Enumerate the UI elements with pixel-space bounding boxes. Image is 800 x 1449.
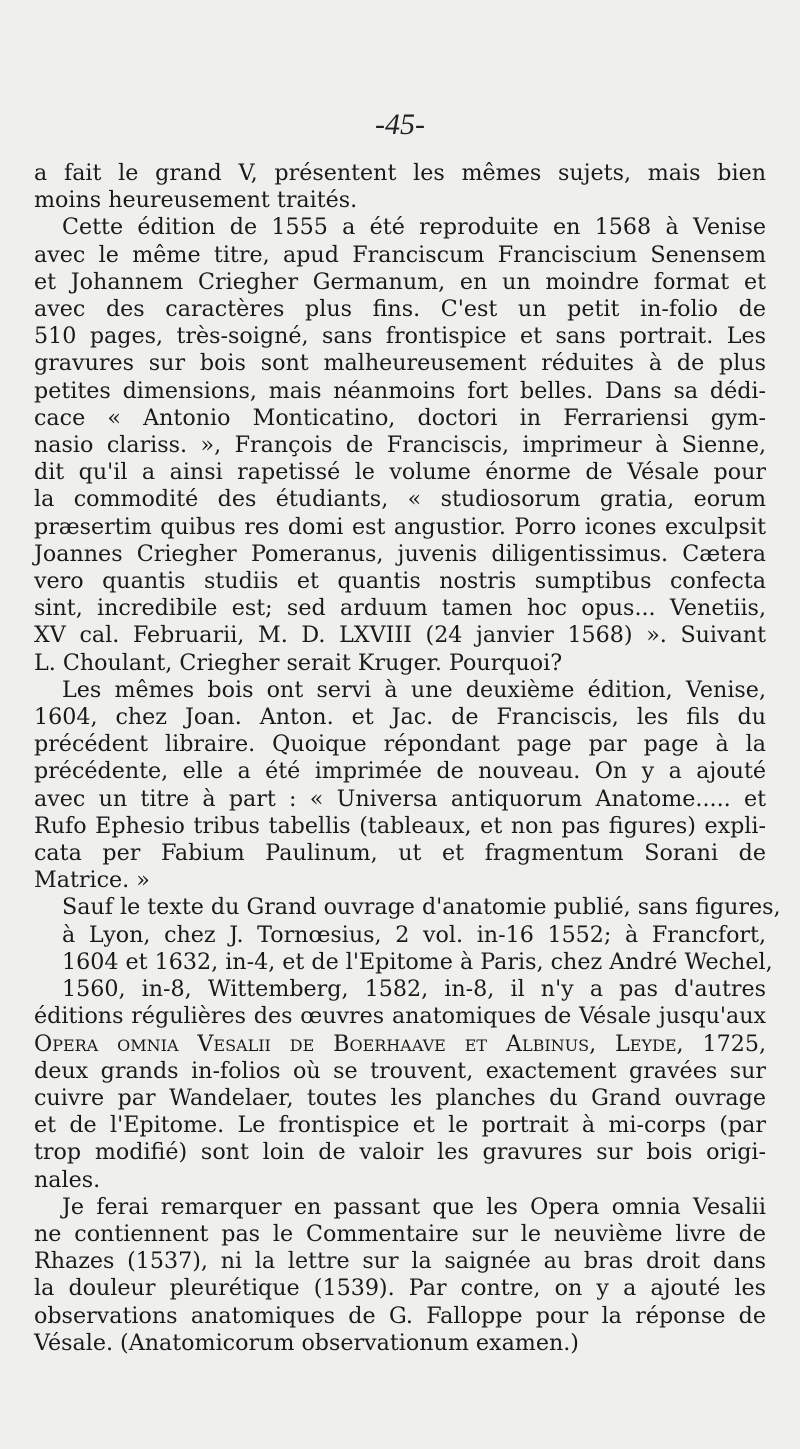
text-line: cace « Antonio Monticatino, doctori in Ferrariensi gym-	[34, 404, 766, 431]
text-line: Vésale. (Anatomicorum observationum examen.)	[34, 1329, 579, 1356]
text-line: cata per Fabium Paulinum, ut et fragmentum Sorani de	[34, 840, 766, 867]
text-line: avec un titre à part : « Universa antiquorum Anatome..... et	[34, 785, 766, 812]
text-line: cuivre par Wandelaer, toutes les planches du Grand ouvrage	[34, 1084, 766, 1111]
text-line: 1604, chez Joan. Anton. et Jac. de Franciscis, les fils du	[34, 704, 766, 731]
text-line: trop modifié) sont loin de valoir les gravures sur bois origi-	[34, 1139, 766, 1166]
text-line: observations anatomiques de G. Falloppe pour la réponse de	[34, 1302, 766, 1329]
text-line: et de l'Epitome. Le frontispice et le portrait à mi-corps (par	[34, 1112, 766, 1139]
text-line: Rufo Ephesio tribus tabellis (tableaux, et non pas figures) expli-	[34, 812, 766, 839]
text-line: Sauf le texte du Grand ouvrage d'anatomie publié, sans figures,	[62, 894, 781, 921]
text-line: précédente, elle a été imprimée de nouveau. On y a ajouté	[34, 758, 766, 785]
text-line: gravures sur bois sont malheureusement réduites à de plus	[34, 350, 766, 377]
text-line: nales.	[34, 1166, 101, 1193]
body-text	[34, 160, 781, 1357]
text-line: deux grands in-folios où se trouvent, exactement gravées sur	[34, 1057, 766, 1084]
text-line: moins heureusement traités.	[34, 187, 358, 214]
text-line: Rhazes (1537), ni la lettre sur la saignée au bras droit dans	[34, 1248, 766, 1275]
text-line: et Johannem Criegher Germanum, en un moindre format et	[34, 268, 766, 295]
text-line: 1604 et 1632, in-4, et de l'Epitome à Paris, chez André Wechel,	[62, 948, 773, 975]
text-line: L. Choulant, Criegher serait Kruger. Pourquoi?	[34, 649, 563, 676]
text-line: nasio clariss. », François de Franciscis, imprimeur à Sienne,	[34, 432, 766, 459]
text-line: avec des caractères plus fins. C'est un petit in-folio de	[34, 296, 766, 323]
text-line: la douleur pleurétique (1539). Par contre, on y a ajouté les	[34, 1275, 766, 1302]
text-line: dit qu'il a ainsi rapetissé le volume énorme de Vésale pour	[34, 459, 766, 486]
text-line: 510 pages, très-soigné, sans frontispice et sans portrait. Les	[34, 323, 766, 350]
text-line: Opera omnia Vesalii de Boerhaave et Albinus, Leyde, 1725,	[34, 1030, 766, 1057]
text-line: éditions régulières des œuvres anatomiques de Vésale jusqu'aux	[34, 1003, 766, 1030]
text-line: a fait le grand V, présentent les mêmes sujets, mais bien	[34, 160, 766, 186]
text-line: à Lyon, chez J. Tornœsius, 2 vol. in-16 1552; à Francfort,	[62, 921, 766, 948]
text-line: avec le même titre, apud Franciscum Franciscium Senensem	[34, 241, 766, 268]
text-line: ne contiennent pas le Commentaire sur le neuvième livre de	[34, 1220, 766, 1247]
text-line: Cette édition de 1555 a été reproduite en 1568 à Venise	[62, 214, 766, 241]
text-line: præsertim quibus res domi est angustior. Porro icones exculpsit	[34, 513, 766, 540]
text-line: précédent libraire. Quoique répondant page par page à la	[34, 731, 766, 758]
text-line: 1560, in-8, Wittemberg, 1582, in-8, il n'y a pas d'autres	[62, 976, 766, 1003]
text-line: petites dimensions, mais néanmoins fort belles. Dans sa dédi-	[34, 377, 766, 404]
text-line: Matrice. »	[34, 867, 150, 894]
text-line: Joannes Criegher Pomeranus, juvenis diligentissimus. Cætera	[34, 540, 766, 567]
text-line: la commodité des étudiants, « studiosorum gratia, eorum	[34, 486, 766, 513]
text-line: Les mêmes bois ont servi à une deuxième édition, Venise,	[62, 676, 766, 703]
text-line: Je ferai remarquer en passant que les Opera omnia Vesalii	[62, 1193, 766, 1220]
text-line: vero quantis studiis et quantis nostris sumptibus confecta	[34, 568, 766, 595]
text-line: sint, incredibile est; sed arduum tamen hoc opus... Venetiis,	[34, 595, 766, 622]
page-number: -45-	[375, 108, 425, 141]
text-line: XV cal. Februarii, M. D. LXVIII (24 janvier 1568) ». Suivant	[34, 622, 766, 649]
